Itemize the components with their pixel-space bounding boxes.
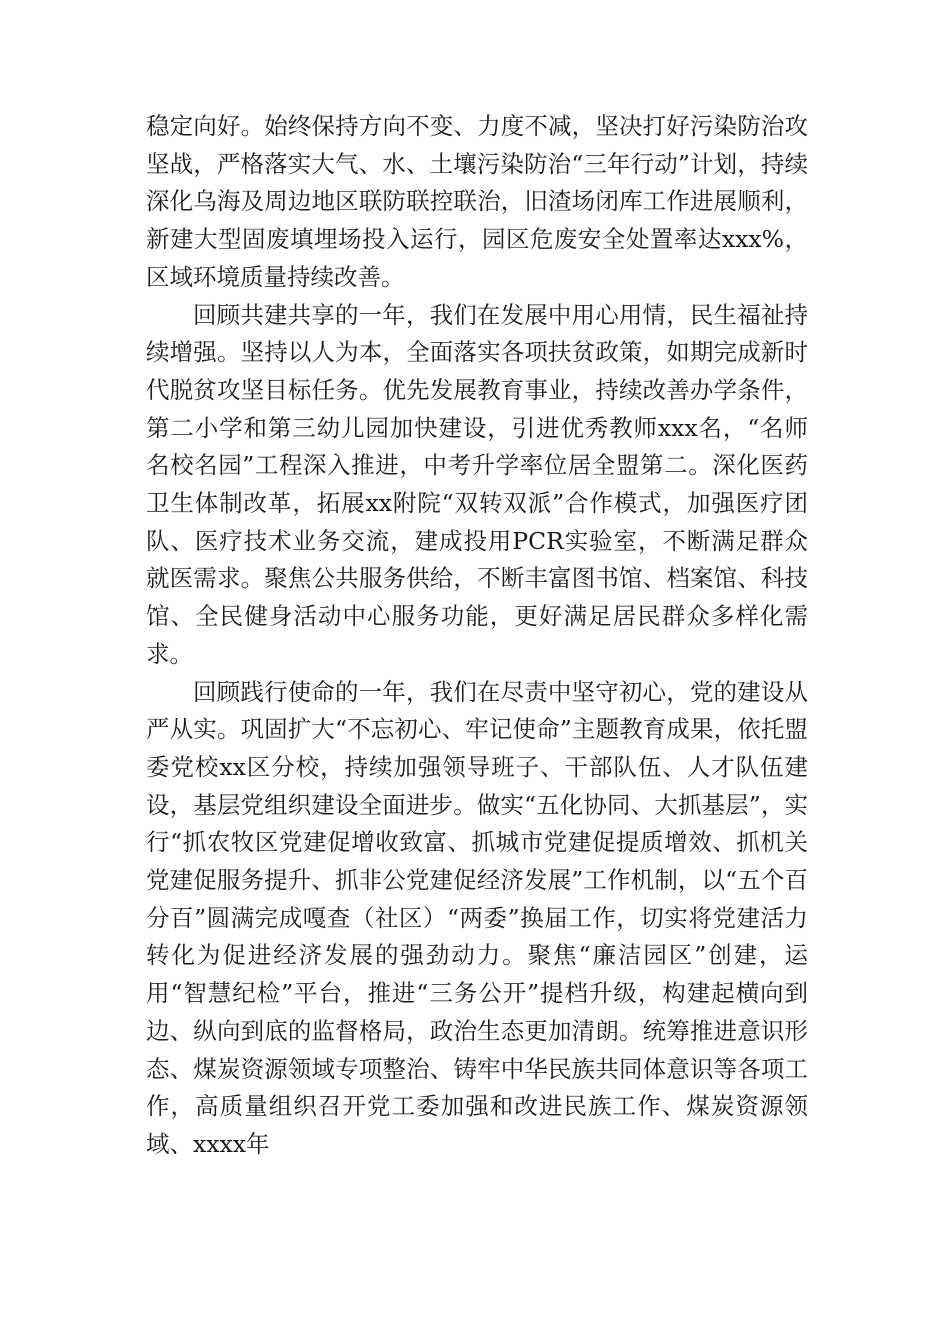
document-page (146, 108, 808, 1164)
paragraph-2: 回顾共建共享的一年，我们在发展中用心用情，民生福祉持续增强。坚持以人为本，全面落实各项扶贫政策，如期完成新时代脱贫攻坚目标任务。优先发展教育事业，持续改善办学条件，第二小学和第三幼儿园加快建设，引进优秀教师xxx名，“名师名校名园”工程深入推进，中考升学率位居全盟第二。深化医药卫生体制改革，拓展xx附院“双转双派”合作模式，加强医疗团队、医疗技术业务交流，建成投用PCR实验室，不断满足群众就医需求。聚焦公共服务供给，不断丰富图书馆、档案馆、科技馆、全民健身活动中心服务功能，更好满足居民群众多样化需求。 (146, 300, 808, 668)
paragraph-3: 回顾践行使命的一年，我们在尽责中坚守初心，党的建设从严从实。巩固扩大“不忘初心、牢记使命”主题教育成果，依托盟委党校xx区分校，持续加强领导班子、干部队伍、人才队伍建设，基层党组织建设全面进步。做实“五化协同、大抓基层”，实行“抓农牧区党建促增收致富、抓城市党建促提质增效、抓机关党建促服务提升、抓非公党建促经济发展”工作机制，以“五个百分百”圆满完成嘎查（社区）“两委”换届工作，切实将党建活力转化为促进经济发展的强劲动力。聚焦“廉洁园区”创建，运用“智慧纪检”平台，推进“三务公开”提档升级，构建起横向到边、纵向到底的监督格局，政治生态更加清朗。统筹推进意识形态、煤炭资源领域专项整治、铸牢中华民族共同体意识等各项工作，高质量组织召开党工委加强和改进民族工作、煤炭资源领域、xxxx年 (146, 677, 808, 1158)
paragraph-1: 稳定向好。始终保持方向不变、力度不减，坚决打好污染防治攻坚战，严格落实大气、水、土壤污染防治“三年行动”计划，持续深化乌海及周边地区联防联控联治，旧渣场闭库工作进展顺利，新建大型固废填埋场投入运行，园区危废安全处置率达xxx%，区域环境质量持续改善。 (146, 112, 808, 291)
